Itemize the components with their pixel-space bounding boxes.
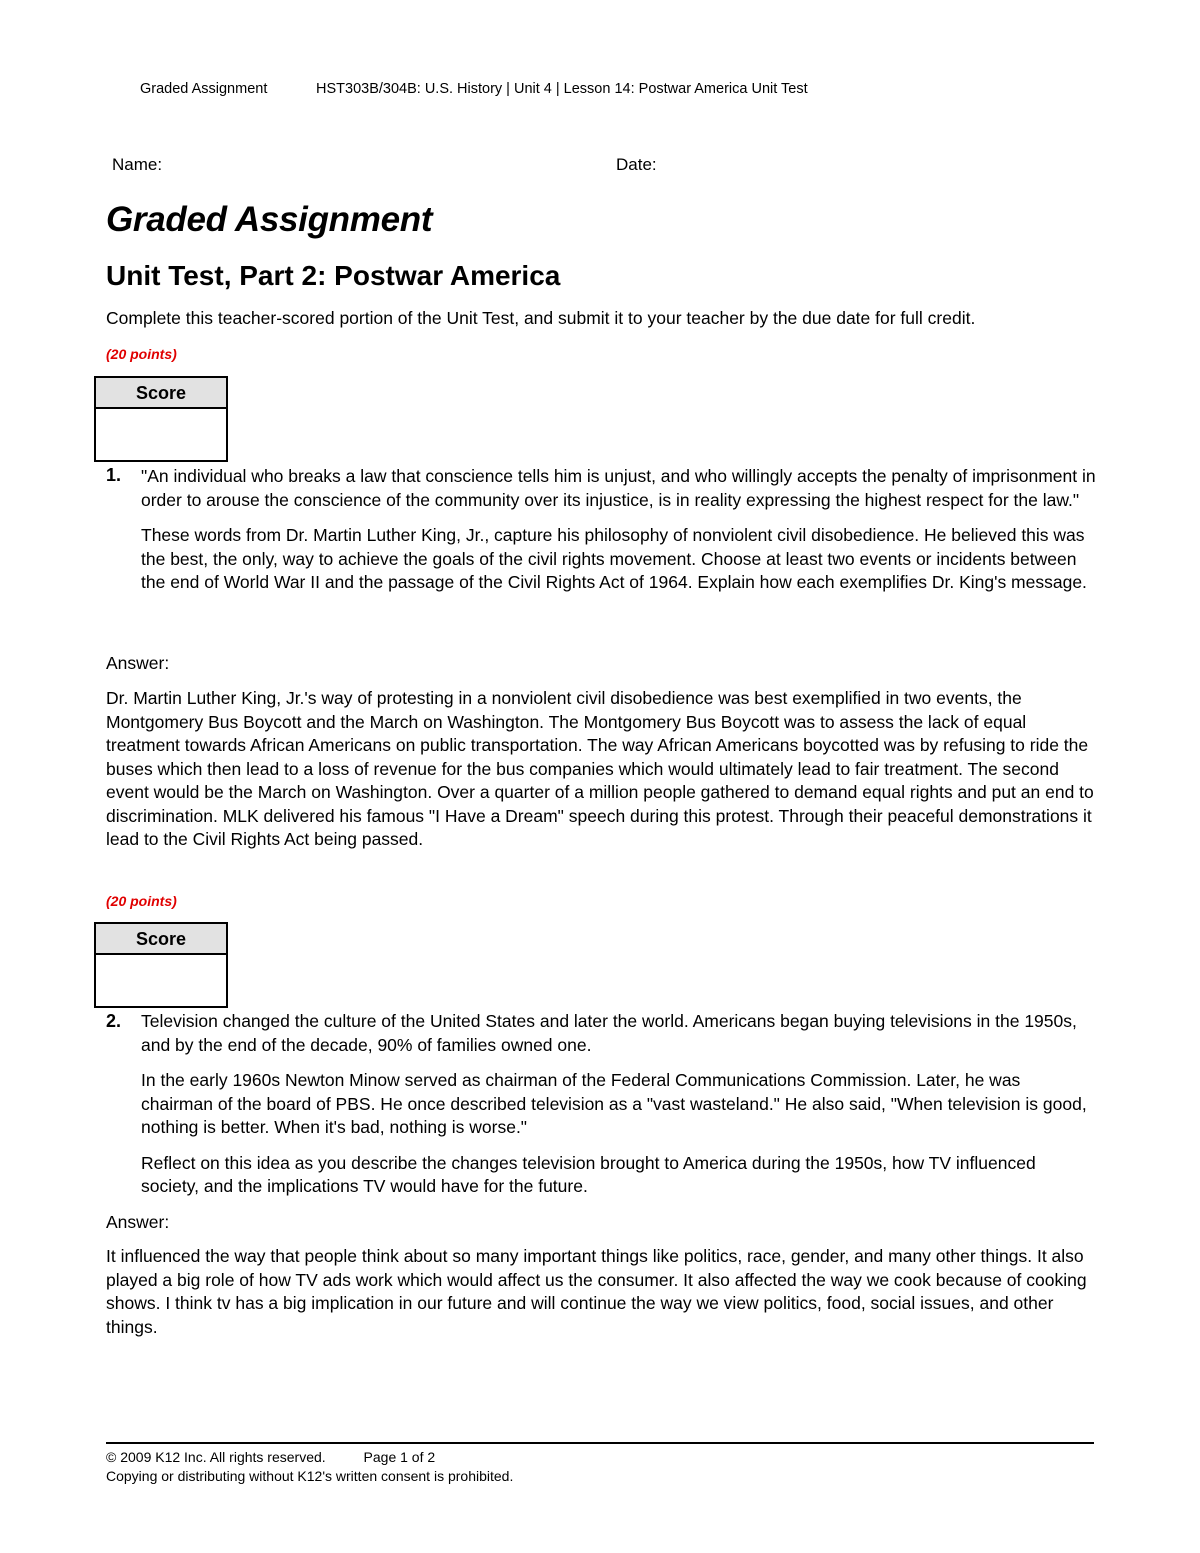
header-course: HST303B/304B: U.S. History | Unit 4 | Lesson 14: Postwar America Unit Test [316,81,808,97]
question-1-score-box [94,376,228,462]
page-footer [106,1448,513,1486]
question-2-points: (20 points) [106,893,177,909]
page-subtitle: Unit Test, Part 2: Postwar America [106,260,561,291]
question-1-points: (20 points) [106,346,177,362]
question-1-instructions: These words from Dr. Martin Luther King, Jr., capture his philosophy of nonviolent civil disobedience. He believed this was the best, the only, way to achieve the goals of the civil rights movement. Choose at least two events or incidents between the end of World War II and the passage of the Civil Rights Act of 1964. Explain how each exemplifies Dr. King's message. [141,525,1087,592]
question-2-paragraph-1: Television changed the culture of the United States and later the world. Americans began buying televisions in the 1950s, and by the end of the decade, 90% of families owned one. [141,1011,1077,1055]
question-1-number: 1. [106,465,122,485]
footer-divider [106,1442,1094,1444]
question-2-score-box [94,922,228,1008]
question-2-paragraph-3: Reflect on this idea as you describe the changes television brought to America during the 1950s, how TV influenced society, and the implications TV would have for the future. [141,1152,1036,1196]
score-box-header: Score [96,924,226,955]
page-title: Graded Assignment [106,200,433,239]
question-1-answer: Dr. Martin Luther King, Jr.'s way of protesting in a nonviolent civil disobedience was best exemplified in two events, the Montgomery Bus Boycott and the March on Washington. The Montgomery Bus Boycott was to assess the lack of equal treatment towards African Americans on public transportation. The way African Americans boycotted was by refusing to ride the buses which then lead to a loss of revenue for the bus companies which would ultimately lead to fair treatment. The second event would be the March on Washington. Over a quarter of a million people gathered to demand equal rights and put an end to discrimination. MLK delivered his famous "I Have a Dream" speech during this protest. Through their peaceful demonstrations it lead to the Civil Rights Act being passed. [106,688,1094,849]
footer-copyright: © 2009 K12 Inc. All rights reserved. [106,1449,326,1465]
question-2-prompt [141,1010,1096,1211]
question-1-prompt [141,465,1096,607]
score-box-field [96,409,226,460]
question-2-answer-label: Answer: [106,1212,170,1232]
question-1-answer-label: Answer: [106,653,170,673]
question-2-paragraph-2: In the early 1960s Newton Minow served as chairman of the Federal Communications Commission. Later, he was chairman of the board of PBS. He once described television as a "vast wasteland." He also said, "When television is good, nothing is better. When it's bad, nothing is worse." [141,1070,1087,1137]
header-label: Graded Assignment [140,81,268,97]
question-2-answer: It influenced the way that people think about so many important things like politics, race, gender, and many other things. It also played a big role of how TV ads work which would affect us the consumer. It also affected the way we cook because of cooking shows. I think tv has a big implication in our future and will continue the way we view politics, food, social issues, and other things. [106,1246,1087,1337]
score-box-header: Score [96,378,226,409]
footer-notice: Copying or distributing without K12's written consent is prohibited. [106,1468,514,1484]
instructions: Complete this teacher-scored portion of the Unit Test, and submit it to your teacher by the due date for full credit. [106,308,976,328]
page-header [140,81,808,97]
question-2-number: 2. [106,1011,122,1031]
name-field-label: Name: [112,155,163,174]
score-box-field [96,955,226,1006]
footer-page-number: Page 1 of 2 [363,1449,436,1465]
question-1-quote: "An individual who breaks a law that conscience tells him is unjust, and who willingly accepts the penalty of imprisonment in order to arouse the conscience of the community over its injustice, is in reality expressing the highest respect for the law." [141,466,1096,510]
date-field-label: Date: [616,155,657,174]
